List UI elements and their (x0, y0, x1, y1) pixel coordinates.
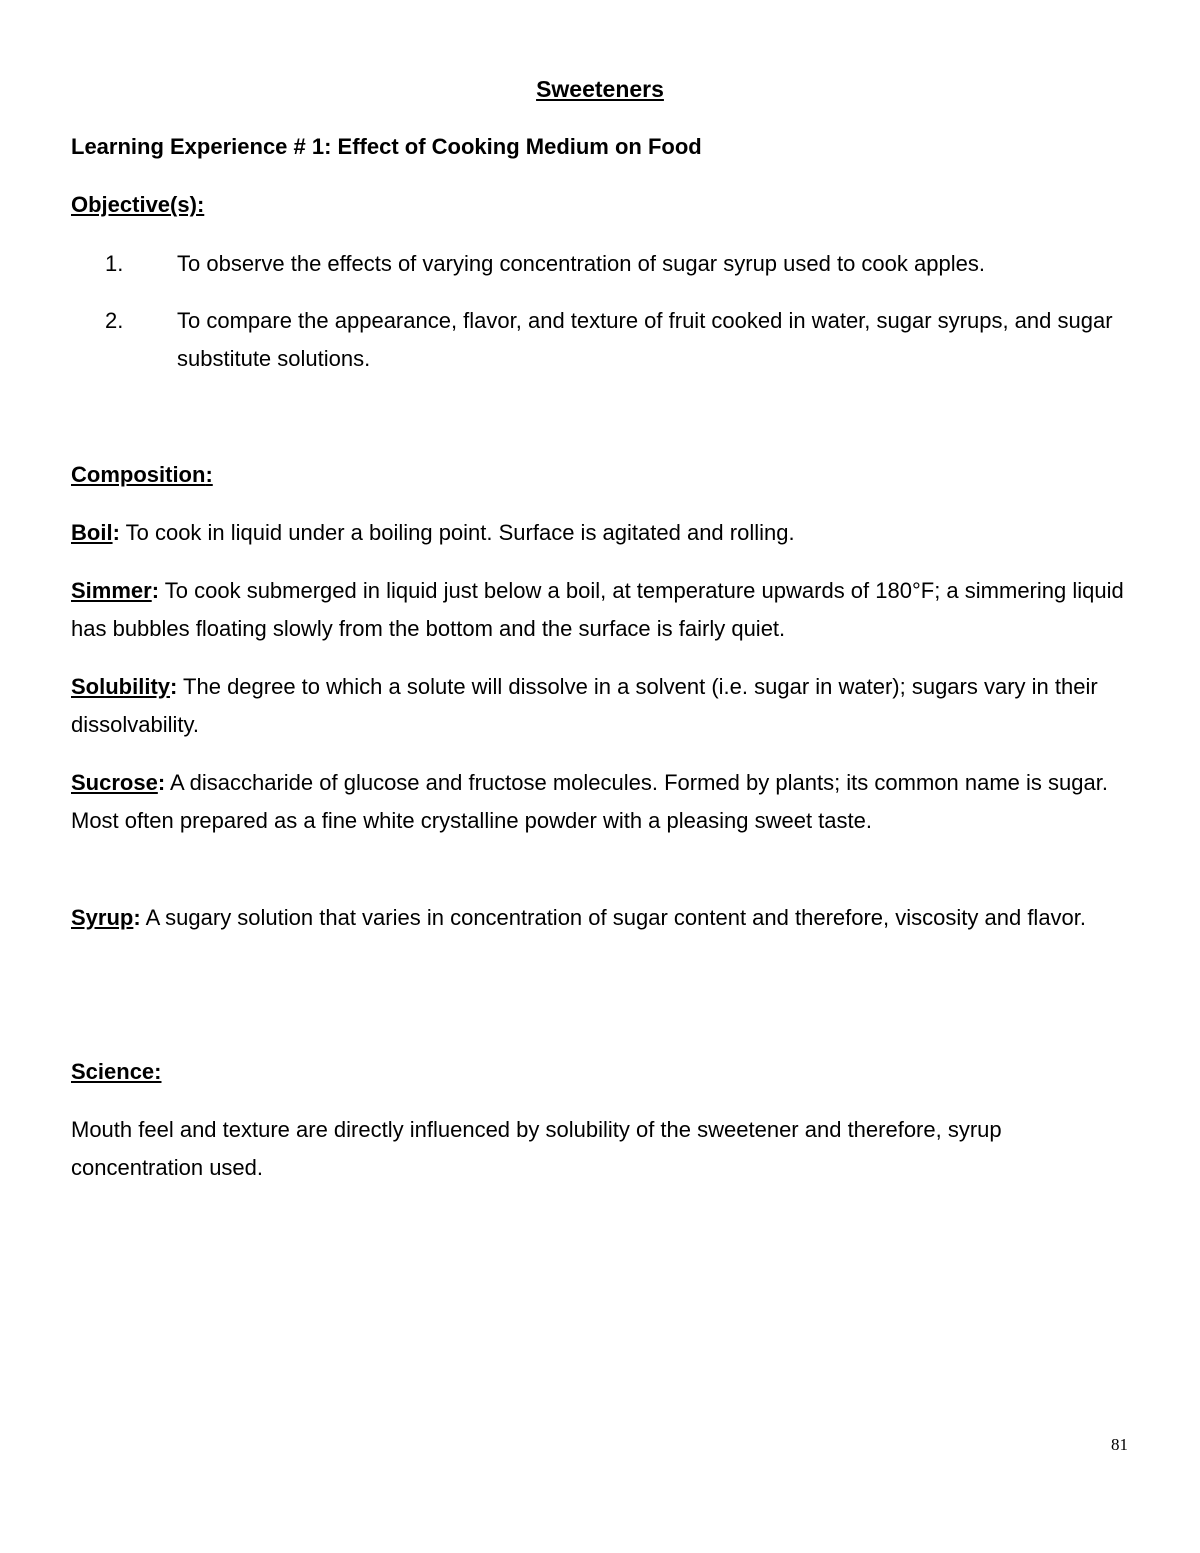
objective-text: To compare the appearance, flavor, and texture of fruit cooked in water, sugar syrups, and sugar substitute solutions. (177, 308, 1113, 371)
objectives-list (0, 245, 1200, 397)
definition-term: Solubility (71, 674, 170, 699)
objective-number: 2. (105, 308, 124, 333)
definition-text: The degree to which a solute will dissolve in a solvent (i.e. sugar in water); sugars vary in their dissolvability. (71, 674, 1098, 737)
page-number: 81 (1111, 1435, 1128, 1454)
definition-sucrose: Sucrose: A disaccharide of glucose and fructose molecules. Formed by plants; its common name is sugar. Most often prepared as a fine white crystalline powder with a pleasing sweet taste. (71, 770, 1108, 833)
definition-text: A disaccharide of glucose and fructose molecules. Formed by plants; its common name is sugar. Most often prepared as a fine white crystalline powder with a pleasing sweet taste. (71, 770, 1108, 833)
objective-number: 1. (105, 251, 124, 276)
objectives-heading: Objective(s): (71, 192, 205, 217)
composition-heading: Composition: (71, 462, 213, 487)
document-title: Sweeteners (536, 76, 664, 102)
definition-term: Sucrose (71, 770, 158, 795)
science-heading: Science: (71, 1059, 162, 1084)
definition-simmer: Simmer: To cook submerged in liquid just below a boil, at temperature upwards of 180°F; a simmering liquid has bubbles floating slowly from the bottom and the surface is fairly quiet. (71, 578, 1124, 641)
definition-term: Boil (71, 520, 113, 545)
objective-text: To observe the effects of varying concentration of sugar syrup used to cook apples. (177, 251, 985, 276)
objective-item (0, 245, 1137, 283)
definition-text: To cook submerged in liquid just below a boil, at temperature upwards of 180°F; a simmering liquid has bubbles floating slowly from the bottom and the surface is fairly quiet. (71, 578, 1124, 641)
learning-experience-heading: Learning Experience # 1: Effect of Cooking Medium on Food (71, 134, 702, 159)
definition-solubility: Solubility: The degree to which a solute will dissolve in a solvent (i.e. sugar in water); sugars vary in their dissolvability. (71, 674, 1098, 737)
composition-heading-label: Composition (71, 462, 206, 487)
definition-text: A sugary solution that varies in concentration of sugar content and therefore, viscosity and flavor. (140, 905, 1087, 930)
definition-text: To cook in liquid under a boiling point. Surface is agitated and rolling. (119, 520, 795, 545)
definition-syrup: Syrup: A sugary solution that varies in concentration of sugar content and therefore, viscosity and flavor. (71, 905, 1087, 930)
definition-term: Syrup (71, 905, 134, 930)
objectives-heading-label: Objective(s) (71, 192, 197, 217)
definition-term: Simmer (71, 578, 152, 603)
definition-boil: Boil: To cook in liquid under a boiling point. Surface is agitated and rolling. (71, 520, 795, 545)
objective-item (0, 302, 1137, 378)
science-paragraph: Mouth feel and texture are directly influenced by solubility of the sweetener and therefore, syrup concentration used. (71, 1117, 1002, 1180)
